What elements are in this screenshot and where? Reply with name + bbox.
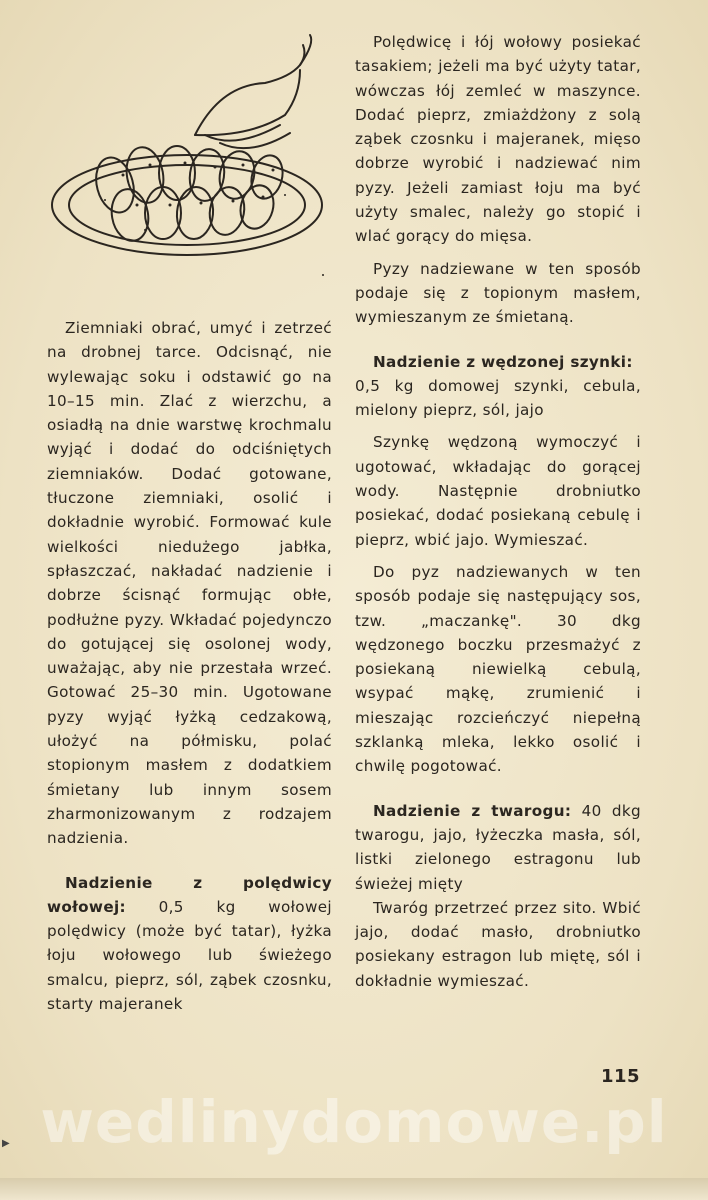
beef-filling-heading: Nadzienie z polędwicy wołowej: bbox=[47, 873, 332, 916]
page-bottom-edge bbox=[0, 1178, 708, 1200]
preparation-paragraph: Ziemniaki obrać, umyć i zetrzeć na drobnej tarce. Odcisnąć, nie wylewając soku i odstawić go na 10–15 min. Zlać z wierzchu, a osiadłą na dnie warstwę krochmalu wyjąć i dodać do odciśniętych ziemniaków. Dodać gotowane, tłuczone ziemniaki, osolić i dokładnie wyrobić. Formować kule wielkości niedużego jabłka, spłaszczać, nakładać nadzienie i dobrze ścisnąć formując obłe, podłużne pyzy. Wkładać pojedynczo do gotującej się osolonej wody, uważając, aby nie przestała wrzeć. Gotować 25–30 min. Ugotowane pyzy wyjąć łyżką cedzakową, ułożyć na półmisku, polać stopionym masłem z dodatkiem śmietany lub innym sosem zharmonizowanym z rodzajem nadzienia. bbox=[47, 319, 332, 848]
right-column bbox=[355, 30, 641, 993]
watermark: wedlinydomowe.pl bbox=[40, 1088, 668, 1156]
quark-filling-heading: Nadzienie z twarogu: bbox=[373, 801, 572, 820]
quark-filling-ingredients: 40 dkg twarogu, jajo, łyżeczka masła, sól, listki zielonego estragonu lub świeżej mięty bbox=[355, 801, 641, 893]
left-column bbox=[47, 316, 332, 1016]
dumplings-platter-illustration bbox=[45, 25, 335, 285]
ham-filling-ingredients: 0,5 kg domowej szynki, cebula, mielony pieprz, sól, jajo bbox=[355, 376, 641, 420]
page-number: 115 bbox=[601, 1066, 641, 1087]
quark-filling-paragraph bbox=[355, 799, 641, 896]
page-edge-arrow-icon: ▶ bbox=[2, 1138, 10, 1149]
ham-filling-heading-paragraph bbox=[355, 350, 641, 374]
beef-filling-method: Polędwicę i łój wołowy posiekać tasakiem; jeżeli ma być użyty tatar, wówczas łój zemleć w maszynce. Dodać pieprz, zmiażdżony z solą ząbek czosnku i majeranek, mięso dobrze wyrobić i nadziewać nim pyzy. Jeżeli zamiast łoju ma być użyty smalec, należy go stopić i wlać gorący do mięsa. bbox=[355, 33, 641, 246]
beef-filling-ingredients: 0,5 kg wołowej polędwicy (może być tatar), łyżka łoju wołowego lub świeżego smalcu, pieprz, sól, ząbek czosnku, starty majeranek bbox=[47, 897, 332, 1014]
maczanka-sauce-paragraph: Do pyz nadziewanych w ten sposób podaje się następujący sos, tzw. „maczankę". 30 dkg wędzonego boczku przesmażyć z posiekaną niewielką cebulą, wsypać mąkę, zrumienić i mieszając rozcieńczyć niepełną szklanką mleka, lekko osolić i chwilę pogotować. bbox=[355, 562, 641, 776]
ham-filling-method: Szynkę wędzoną wymoczyć i ugotować, wkładając do gorącej wody. Następnie drobniutko posiekać, dodać posiekaną cebulę i pieprz, wbić jajo. Wymieszać. bbox=[355, 433, 641, 549]
quark-filling-method: Twaróg przetrzeć przez sito. Wbić jajo, dodać masło, drobniutko posiekany estragon lub miętę, sól i dokładnie wymieszać. bbox=[355, 898, 641, 990]
beef-serving-note: Pyzy nadziewane w ten sposób podaje się z topionym masłem, wymieszanym ze śmietaną. bbox=[355, 259, 641, 327]
beef-filling-paragraph bbox=[47, 871, 332, 1017]
ham-filling-heading: Nadzienie z wędzonej szynki: bbox=[373, 352, 633, 371]
